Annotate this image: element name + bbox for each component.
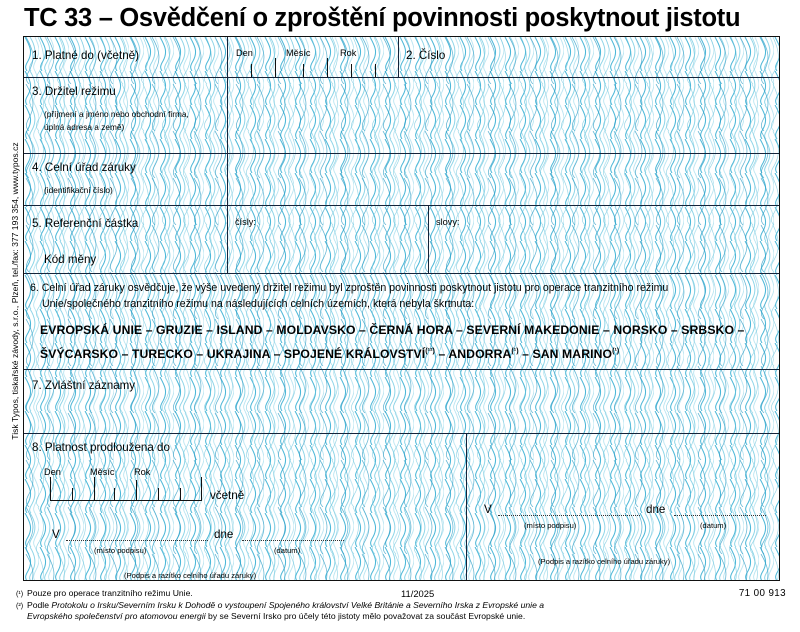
rule-below-field-7 — [24, 433, 779, 434]
signature-left-stamp-caption: (Podpis a razítko celního úřadu záruky) — [124, 571, 257, 580]
footnote-2-line-1 — [16, 600, 786, 612]
signature-right-place-caption: (místo podpisu) — [524, 521, 577, 530]
footnote-2-title-part-2: Evropského společenství pro atomovou energii — [27, 611, 206, 622]
footnote-2-marker: (²) — [16, 600, 24, 610]
footnote-2-tail: by se Severní Irsko pro účely této jistoty mělo považovat za součást Evropské unie. — [205, 611, 526, 622]
field-5-figures-label: čísly: — [235, 217, 256, 227]
footnote-marker: (¹²) — [425, 347, 435, 355]
country-group: ŠVÝCARSKO – TURECKO – UKRAJINA – SPOJENÉ $KRÁLOVSTVÍ^{(^{12})}$ — [40, 347, 435, 361]
divider-field-5-words — [428, 205, 429, 273]
field-8-date-comb[interactable] — [50, 477, 202, 501]
footnote-1 — [16, 588, 786, 600]
country-list-line-2 — [40, 347, 619, 361]
field-2-label: 2. Číslo — [406, 49, 446, 62]
page-title: TC 33 – Osvědčení o zproštění povinnosti poskytnout jistotu — [24, 4, 741, 32]
signature-left-date-rule[interactable] — [242, 540, 344, 541]
footnote-1-text: Pouze pro operace tranzitního režimu Unie. — [27, 588, 193, 598]
rule-below-field-1 — [24, 77, 779, 78]
footnote-2-prefix: Podle — [27, 599, 52, 610]
field-1-month-label: Měsíc — [286, 48, 311, 58]
field-5-currency-label: Kód měny — [44, 253, 97, 266]
comb-tick — [251, 64, 252, 77]
comb-tick — [94, 477, 95, 501]
signature-left-date-caption: (datum) — [274, 546, 301, 555]
field-8-month-label: Měsíc — [90, 467, 115, 477]
signature-right-date-caption: (datum) — [700, 521, 727, 530]
footnote-marker: (¹) — [511, 347, 519, 355]
comb-tick — [327, 58, 328, 77]
comb-tick — [275, 58, 276, 77]
divider-field-1-field-2 — [398, 37, 399, 77]
field-1-day-label: Den — [236, 48, 253, 58]
field-3-label: 3. Držitel režimu — [32, 85, 116, 98]
comb-tick — [303, 64, 304, 77]
rule-below-field-4 — [24, 205, 779, 206]
footer — [16, 588, 786, 623]
field-3-sub-line-2: úplná adresa a země) — [44, 122, 125, 132]
field-1-date-comb[interactable] — [227, 49, 398, 77]
field-4-label: 4. Celní úřad záruky — [32, 161, 136, 174]
signature-left-place-rule[interactable] — [66, 540, 208, 541]
country-list-line-1: EVROPSKÁ UNIE – GRUZIE – ISLAND – MOLDAVSKO – ČERNÁ HORA – SEVERNÍ MAKEDONIE – NORSKO – SRBSKO – — [40, 323, 745, 337]
divider-signature-blocks — [466, 433, 467, 581]
footnote-2-title-part-1: Protokolu o Irsku/Severním Irsku k Dohodě o vystoupení Spojeného království Velké Británie a Severního Irska z Evropské unie a — [51, 599, 545, 610]
footnote-2-line-2 — [16, 611, 786, 623]
field-8-inclusive-label: včetně — [210, 489, 245, 502]
rule-below-field-5 — [24, 273, 779, 274]
comb-tick — [158, 488, 159, 501]
signature-right-stamp-caption: (Podpis a razítko celního úřadu záruky) — [538, 557, 671, 566]
divider-field-5-figures — [227, 205, 228, 273]
country-group: – SAN $MARINO^{(^1)}$ — [518, 347, 620, 361]
issue-date: 11/2025 — [401, 588, 435, 599]
signature-left-date-prefix: dne — [214, 528, 234, 541]
country-group: – $ANDORRA^{(^1)}$ — [434, 347, 519, 361]
footnote-1-marker: (¹) — [16, 589, 24, 598]
field-5-label: 5. Referenční částka — [32, 217, 139, 230]
rule-below-field-6 — [24, 369, 779, 370]
comb-tick — [136, 480, 137, 501]
comb-tick — [114, 488, 115, 501]
field-6-declaration-line-1: 6. Celní úřad záruky osvědčuje, že výše uvedený držitel režimu byl zproštěn povinnosti poskytnout jistotu pro operace tranzitního režimu — [30, 282, 669, 294]
signature-right-place-rule[interactable] — [498, 515, 640, 516]
signature-right-place-prefix: V — [484, 503, 492, 516]
comb-tick — [351, 64, 352, 77]
signature-right-date-rule[interactable] — [674, 515, 766, 516]
field-8-year-label: Rok — [134, 467, 151, 477]
form-number: 71 00 913 — [738, 588, 786, 599]
field-4-sub-line-1: (identifikační číslo) — [44, 185, 113, 195]
field-8-label: 8. Platnost prodloužena do — [32, 441, 170, 454]
divider-field-3-4-right — [227, 77, 228, 205]
printer-credit: Tisk Typos, tiskařské závody, s.r.o., Plzeň, tel./fax: 377 193 354, www.typos.cz — [10, 142, 20, 440]
field-1-label: 1. Platné do (včetně) — [32, 49, 139, 62]
rule-below-field-3 — [24, 153, 779, 154]
field-8-day-label: Den — [44, 467, 61, 477]
signature-left-place-prefix: V — [52, 528, 60, 541]
field-7-label: 7. Zvláštní záznamy — [32, 379, 136, 392]
footnote-marker: (¹) — [612, 347, 620, 355]
field-1-year-label: Rok — [340, 48, 357, 58]
signature-left-place-caption: (místo podpisu) — [94, 546, 147, 555]
comb-tick — [72, 488, 73, 501]
comb-tick — [180, 488, 181, 501]
field-5-words-label: slovy: — [436, 217, 460, 227]
comb-tick — [50, 477, 51, 501]
comb-tick — [375, 64, 376, 77]
signature-right-date-prefix: dne — [646, 503, 666, 516]
field-3-sub-line-1: (příjmení a jméno nebo obchodní firma, — [44, 109, 189, 119]
form-frame — [23, 36, 780, 581]
comb-tick — [201, 477, 202, 501]
field-6-declaration-line-2: Unie/společného tranzitního režimu na následujících celních územích, která nebyla škrtnuta: — [42, 298, 475, 310]
